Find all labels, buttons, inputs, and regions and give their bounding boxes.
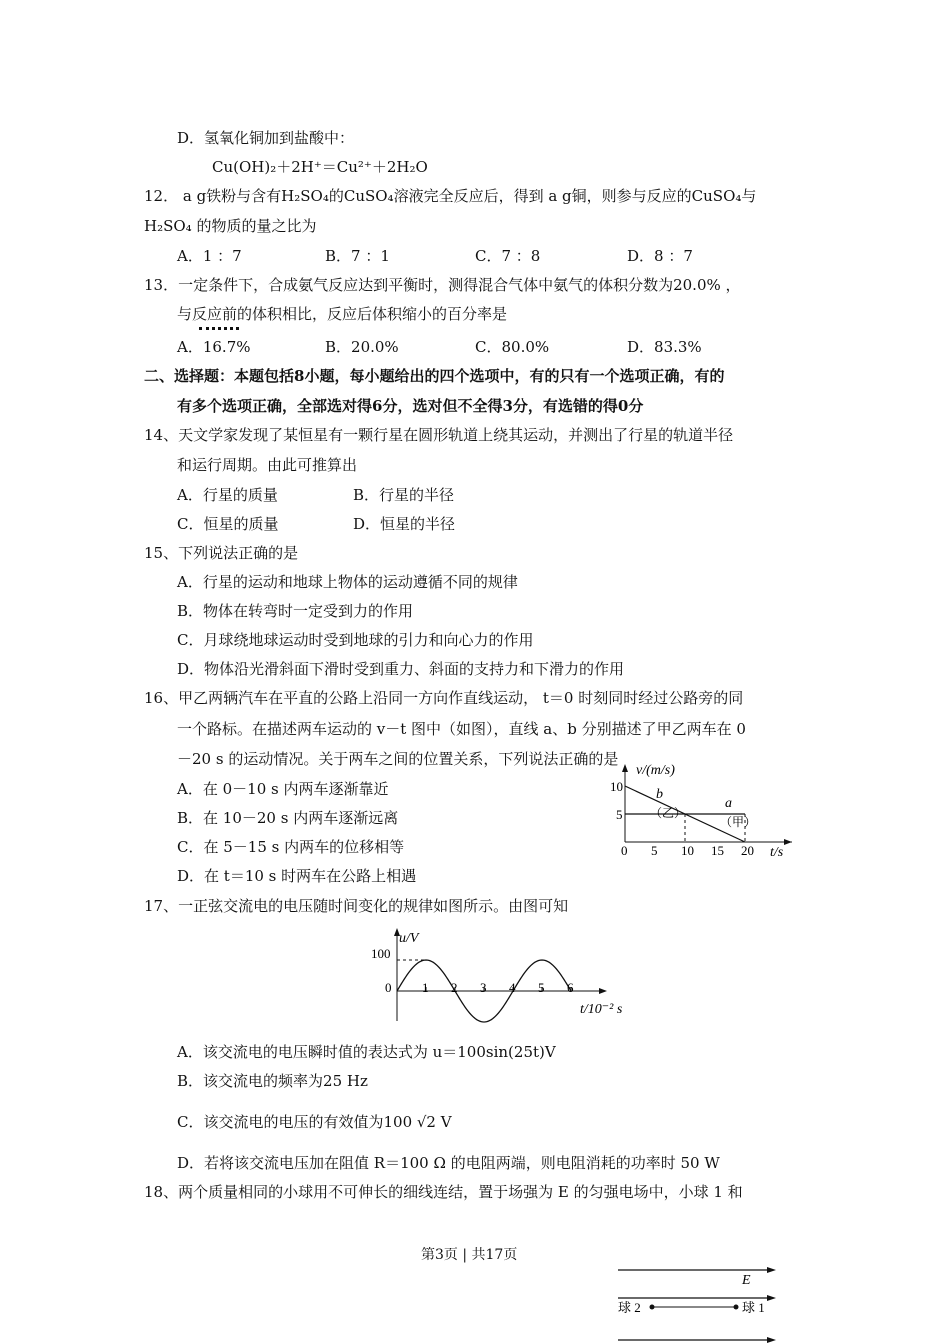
vt-x-tick-10: 10 bbox=[681, 843, 694, 858]
q15-stem: 15、下列说法正确的是 bbox=[144, 544, 299, 562]
sine-x-arrow bbox=[599, 988, 607, 994]
q13-stem-line1: 13．一定条件下，合成氨气反应达到平衡时，测得混合气体中氨气的体积分数为20.0% ， bbox=[144, 276, 741, 294]
q11-option-d: D．氢氧化铜加到盐酸中： bbox=[177, 129, 355, 147]
sine-y-tick-100: 100 bbox=[371, 946, 391, 961]
section2-heading-line2: 有多个选项正确，全部选对得6分，选对但不全得3分，有选错的得0分 bbox=[177, 397, 644, 415]
vt-line-a-label: a bbox=[725, 796, 732, 811]
vt-x-tick-5: 5 bbox=[651, 843, 658, 858]
emphasis-dots bbox=[199, 323, 239, 330]
vt-x-tick-0: 0 bbox=[621, 843, 628, 858]
vt-line-a-car: （甲） bbox=[720, 815, 757, 829]
q12-option-d: D．8 ：7 bbox=[627, 247, 693, 265]
q12-stem-line2: H₂SO₄ 的物质的量之比为 bbox=[144, 217, 317, 235]
q14-stem-line2: 和运行周期。由此可推算出 bbox=[177, 456, 358, 474]
vt-y-label: v/(m/s) bbox=[636, 763, 675, 778]
sine-x-tick-3: 3 bbox=[480, 980, 487, 995]
q15-option-b: B．物体在转弯时一定受到力的作用 bbox=[177, 602, 414, 620]
q14-option-b: B．行星的半径 bbox=[353, 486, 455, 504]
sine-origin: 0 bbox=[385, 980, 392, 995]
q13-option-d: D．83.3% bbox=[627, 338, 702, 356]
q16-stem-line2: 一个路标。在描述两车运动的 v－t 图中（如图），直线 a、b 分别描述了甲乙两车在 0 bbox=[177, 720, 746, 738]
vt-x-tick-15: 15 bbox=[711, 843, 724, 858]
field-arrow-3 bbox=[767, 1337, 776, 1343]
q16-option-c: C．在 5－15 s 内两车的位移相等 bbox=[177, 838, 405, 856]
q12-option-b: B．7 ：1 bbox=[325, 247, 390, 265]
sine-x-tick-6: 6 bbox=[567, 980, 574, 995]
q14-option-c: C．恒星的质量 bbox=[177, 515, 279, 533]
vt-line-b-car: （乙） bbox=[650, 806, 687, 820]
q17-option-d: D．若将该交流电压加在阻值 R＝100 Ω 的电阻两端，则电阻消耗的功率时 50 W bbox=[177, 1154, 720, 1172]
sine-y-label: u/V bbox=[399, 931, 419, 946]
ball-2-label: 球 2 bbox=[618, 1300, 641, 1315]
vt-x-arrow bbox=[784, 839, 792, 845]
vt-y-tick-5: 5 bbox=[616, 807, 623, 822]
vt-x-tick-20: 20 bbox=[741, 843, 754, 858]
ball-1 bbox=[734, 1305, 739, 1310]
ball-1-label: 球 1 bbox=[742, 1300, 765, 1315]
field-label-e: E bbox=[742, 1273, 751, 1288]
sine-x-label: t/10⁻² s bbox=[580, 1002, 623, 1017]
ball-2 bbox=[650, 1305, 655, 1310]
q17-option-a: A．该交流电的电压瞬时值的表达式为 u＝100sin(25t)V bbox=[177, 1043, 556, 1061]
vt-y-arrow bbox=[622, 764, 628, 772]
field-arrow-2 bbox=[767, 1295, 776, 1301]
q15-option-d: D．物体沿光滑斜面下滑时受到重力、斜面的支持力和下滑力的作用 bbox=[177, 660, 625, 678]
q12-option-a: A．1 ：7 bbox=[177, 247, 242, 265]
sine-x-tick-5: 5 bbox=[538, 980, 545, 995]
sine-x-tick-4: 4 bbox=[509, 980, 516, 995]
q18-stem-line1: 18、两个质量相同的小球用不可伸长的细线连结，置于场强为 E 的匀强电场中，小球 1 和 bbox=[144, 1183, 743, 1201]
sine-x-tick-1: 1 bbox=[422, 980, 429, 995]
q12-option-c: C．7 ：8 bbox=[475, 247, 541, 265]
sine-x-tick-2: 2 bbox=[451, 980, 458, 995]
q17-option-c: C．该交流电的电压的有效值为100 √2 V bbox=[177, 1113, 452, 1131]
q16-option-d: D．在 t＝10 s 时两车在公路上相遇 bbox=[177, 867, 417, 885]
q14-option-d: D．恒星的半径 bbox=[353, 515, 456, 533]
q16-option-b: B．在 10－20 s 内两车逐渐远离 bbox=[177, 809, 399, 827]
page-footer: 第3页 | 共17页 bbox=[421, 1247, 518, 1263]
vt-line-b-label: b bbox=[656, 787, 663, 802]
q17-stem: 17、一正弦交流电的电压随时间变化的规律如图所示。由图可知 bbox=[144, 897, 569, 915]
q16-stem-line3: －20 s 的运动情况。关于两车之间的位置关系，下列说法正确的是 bbox=[177, 750, 619, 768]
field-arrow-1 bbox=[767, 1267, 776, 1273]
q11-option-d-equation: Cu(OH)₂＋2H⁺＝Cu²⁺＋2H₂O bbox=[212, 158, 428, 176]
vt-graph bbox=[600, 760, 800, 860]
field-diagram bbox=[612, 1262, 792, 1344]
q13-option-b: B．20.0% bbox=[325, 338, 399, 356]
q15-option-a: A．行星的运动和地球上物体的运动遵循不同的规律 bbox=[177, 573, 518, 591]
q14-option-a: A．行星的质量 bbox=[177, 486, 278, 504]
section2-heading-line1: 二、选择题：本题包括8小题，每小题给出的四个选项中，有的只有一个选项正确，有的 bbox=[144, 367, 725, 385]
vt-x-label: t/s bbox=[770, 845, 784, 860]
q13-option-c: C．80.0% bbox=[475, 338, 550, 356]
q13-option-a: A．16.7% bbox=[177, 338, 251, 356]
q14-stem-line1: 14、天文学家发现了某恒星有一颗行星在圆形轨道上绕其运动，并测出了行星的轨道半径 bbox=[144, 426, 734, 444]
q12-stem-line1: 12． a g铁粉与含有H₂SO₄的CuSO₄溶液完全反应后，得到 a g铜，则参与反应的CuSO₄与 bbox=[144, 187, 757, 205]
q15-option-c: C．月球绕地球运动时受到地球的引力和向心力的作用 bbox=[177, 631, 534, 649]
q17-option-b: B．该交流电的频率为25 Hz bbox=[177, 1072, 368, 1090]
q16-option-a: A．在 0－10 s 内两车逐渐靠近 bbox=[177, 780, 389, 798]
vt-y-tick-10: 10 bbox=[610, 779, 623, 794]
q13-stem-line2: 与反应前的体积相比，反应后体积缩小的百分率是 bbox=[177, 305, 508, 323]
sine-graph bbox=[365, 925, 645, 1025]
q16-stem-line1: 16、甲乙两辆汽车在平直的公路上沿同一方向作直线运动， t＝0 时刻同时经过公路旁的同 bbox=[144, 689, 744, 707]
